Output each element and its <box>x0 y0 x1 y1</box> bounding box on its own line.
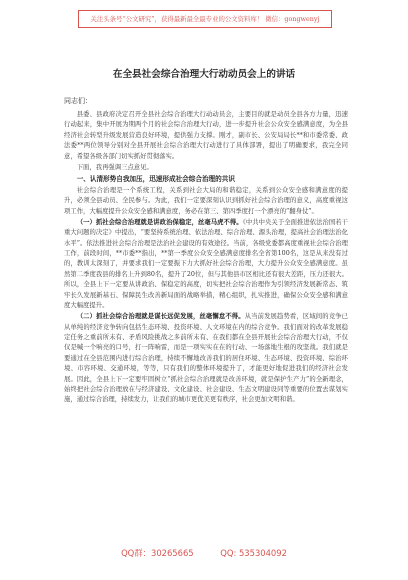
salutation: 同志们： <box>64 97 92 105</box>
subsection-paragraph <box>64 218 348 312</box>
section-heading: 一、认清形势自我加压，迅速形成社会综合治理的共识 <box>76 175 235 184</box>
footer-qq-group: QQ群：30265665 <box>121 548 194 558</box>
header-banner: 关注头条号“公文研究”，获得最新最全最专业的公文资料库！ 微信：gongwenyj <box>78 10 332 28</box>
subsection-text: 从当前发展趋势看，区域间的竞争已从单纯的经济竞争转向包括生态环境、投资环境、人文环境在内的综合竞争。我们面对的改革发展稳定任务之重前所未有、矛盾风险挑战之多前所未有、在我们都在全县开展社会综合治理大行动，不仅仅是喊一个响亮的口号，打一阵响雷，而是一项实实在在的行动、一场落地生根的攻坚战。我们就是要通过在全县范围内进行综合治理，持续不懈地改善我们的居住环境、生态环境、投资环境、综治环境、市容环境、交通环境，等等，只有我们的整体环境提升了，才能更好地促进我们的经济社会发展。因此，全县上下一定要牢固树立“抓社会综合治理就是改善环境，就是保护生产力”的全新理念，始终把社会综合治理放在与经济建设、文化建设、社会建设、生态文明建设同等重要的位置去谋划实施，通过综合治理，持续发力，让我们的城市更优美更有秩序，社会更加文明和谐。 <box>64 313 348 404</box>
paragraph: 县委、县政府决定召开全县社会综合治理大行动动员会，主要目的就是动员全县各方力量，迅速行动起来，集中开展为期两个月的社会综合治理大行动，进一步提升社会公众安全感满意度，为全县经济社会转型升级发展营造良好环境，提供强力支撑。刚才，副市长、公安局局长**和市委常委、政法委**两位领导分别对全县开展社会综合治理大行动进行了具体部署，提出了明确要求，我完全同意，希望各级各部门切实抓好贯彻落实。 <box>64 111 348 160</box>
document-body <box>64 110 348 406</box>
footer-qq: QQ: 535304092 <box>220 548 287 558</box>
footer-contact <box>0 547 408 559</box>
paragraph: 下面，我再强调三点意见。 <box>76 163 153 171</box>
subsection-lead: （一）抓社会综合治理就是讲政治保稳定，丝毫马虎不得。 <box>76 218 243 226</box>
subsection-text: 《中共中央关于全面推进依法治国若干重大问题的决定》中提出，“要坚持系统治理、依法治理、综合治理、源头治理，提高社会治理法治化水平”。依法推进社会综合治理是法治社会建设的有效途径。当前，各级党委都高度重视社会综合治理工作，前段时间，**市委**指出，**第一季度公众安全感满意度排名全省第100名，这是从来没有过的，教训太深刻了，并要求我们一定要振下力大抓好社会综合治理，大力提升公众安全感满意度。虽然第二季度我县的排名上升到80名，提升了20位，但与其他县市区相比还有很大差距，压力还很大。所以，全县上下一定要从讲政治、保稳定的高度，切实把社会综合治理作为引领经济发展新常态、筑牢长久发展新基石、保障民生改善新局面的战略举措，精心组织，扎实推进，确保公众安全感和满意度大幅度提升。 <box>64 218 349 310</box>
document-title: 在全县社会综合治理大行动动员会上的讲话 <box>112 69 296 80</box>
subsection-paragraph <box>64 312 348 406</box>
subsection-lead: （二）抓社会综合治理就是谋长远促发展，丝毫懈怠不得。 <box>76 313 245 321</box>
paragraph: 社会综合治理是一个系统工程，关系到社会大局的和谐稳定，关系到公众安全感和满意度的提升，必须全县动员、全民参与。为此，我们一定要深刻认识到抓好社会综合治理的意义，高度重视这项工作，大幅度提升公众安全感和满意度，务必在第三、第四季度打一个漂亮的“翻身仗”。 <box>64 187 348 215</box>
